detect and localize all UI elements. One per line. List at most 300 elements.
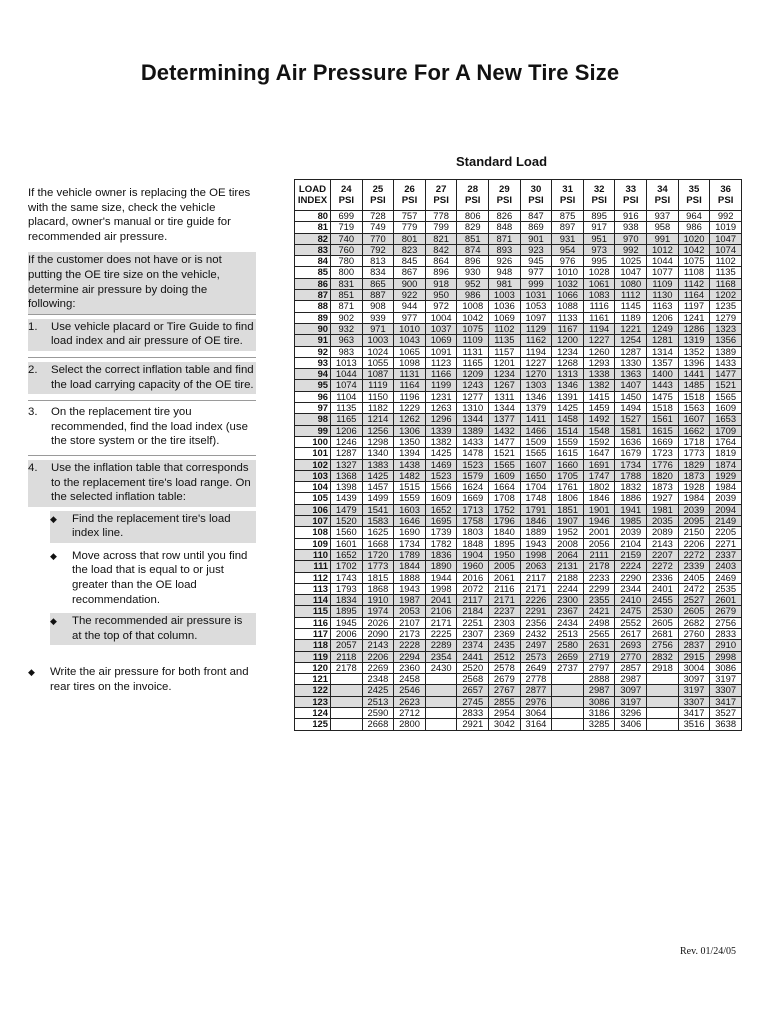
load-value-cell: 2855	[489, 696, 521, 707]
load-value-cell: 813	[362, 256, 394, 267]
load-value-cell: 1135	[489, 335, 521, 346]
load-value-cell: 1565	[710, 391, 742, 402]
load-value-cell: 1565	[489, 459, 521, 470]
load-value-cell: 1987	[394, 595, 426, 606]
load-value-cell: 1167	[552, 323, 584, 334]
load-value-cell: 2681	[647, 628, 679, 639]
load-value-cell: 1548	[583, 425, 615, 436]
header-psi: 25 PSI	[362, 180, 394, 211]
load-value-cell: 1485	[678, 380, 710, 391]
load-value-cell: 2888	[583, 674, 615, 685]
load-value-cell: 1281	[647, 335, 679, 346]
load-value-cell: 3164	[520, 719, 552, 730]
load-value-cell: 1479	[331, 504, 363, 515]
load-value-cell: 1788	[615, 470, 647, 481]
divider	[28, 357, 256, 358]
load-value-cell: 1886	[615, 493, 647, 504]
load-value-cell: 1609	[425, 493, 457, 504]
load-value-cell: 1074	[331, 380, 363, 391]
load-value-cell: 1131	[457, 346, 489, 357]
load-value-cell: 1221	[615, 323, 647, 334]
load-value-cell: 2546	[394, 685, 426, 696]
load-value-cell: 1411	[520, 414, 552, 425]
table-row	[295, 211, 742, 222]
load-value-cell: 2228	[394, 640, 426, 651]
load-value-cell: 1660	[552, 459, 584, 470]
load-value-cell: 1815	[362, 572, 394, 583]
load-index-cell: 85	[295, 267, 331, 278]
load-value-cell: 1196	[394, 391, 426, 402]
load-value-cell: 2520	[457, 662, 489, 673]
load-value-cell: 1287	[615, 346, 647, 357]
load-value-cell: 1083	[583, 290, 615, 301]
table-row	[295, 244, 742, 255]
load-index-cell: 87	[295, 290, 331, 301]
step-2	[28, 362, 256, 394]
load-value-cell: 2237	[489, 606, 521, 617]
load-index-cell: 123	[295, 696, 331, 707]
load-value-cell: 1941	[615, 504, 647, 515]
load-value-cell: 1028	[583, 267, 615, 278]
load-value-cell: 2008	[552, 538, 584, 549]
load-index-cell: 107	[295, 516, 331, 527]
load-value-cell: 900	[394, 278, 426, 289]
load-value-cell: 2410	[615, 595, 647, 606]
load-value-cell: 2150	[678, 527, 710, 538]
load-value-cell: 901	[520, 233, 552, 244]
load-value-cell: 2178	[583, 561, 615, 572]
load-value-cell: 2458	[394, 674, 426, 685]
load-value-cell: 1189	[615, 312, 647, 323]
load-value-cell: 1036	[489, 301, 521, 312]
load-value-cell: 2131	[552, 561, 584, 572]
load-value-cell: 2976	[520, 696, 552, 707]
load-value-cell: 1202	[710, 290, 742, 301]
load-value-cell: 1344	[457, 414, 489, 425]
load-index-cell: 90	[295, 323, 331, 334]
page-title: Determining Air Pressure For A New Tire Size	[140, 60, 620, 85]
load-value-cell: 848	[489, 222, 521, 233]
load-value-cell: 3197	[678, 685, 710, 696]
load-value-cell: 1704	[520, 482, 552, 493]
load-value-cell: 2434	[552, 617, 584, 628]
load-value-cell: 2118	[331, 651, 363, 662]
load-value-cell: 2300	[552, 595, 584, 606]
load-value-cell: 1702	[331, 561, 363, 572]
load-value-cell: 1523	[425, 470, 457, 481]
load-value-cell: 972	[425, 301, 457, 312]
load-value-cell: 1425	[362, 470, 394, 481]
load-value-cell: 1356	[710, 335, 742, 346]
load-value-cell: 1960	[457, 561, 489, 572]
load-value-cell: 999	[520, 278, 552, 289]
load-value-cell: 1389	[457, 425, 489, 436]
load-value-cell: 2171	[489, 595, 521, 606]
load-value-cell: 1734	[615, 459, 647, 470]
load-value-cell: 1327	[331, 459, 363, 470]
load-value-cell: 2910	[710, 640, 742, 651]
load-value-cell: 1055	[362, 357, 394, 368]
load-value-cell: 1310	[457, 403, 489, 414]
load-value-cell: 869	[520, 222, 552, 233]
load-value-cell: 2094	[710, 504, 742, 515]
load-value-cell: 1037	[425, 323, 457, 334]
highlight-paragraph: If the customer does not have or is not putting the OE tire size on the vehicle, determine air pressure by doing the following:	[28, 252, 256, 313]
load-value-cell: 1108	[678, 267, 710, 278]
load-value-cell: 1895	[489, 538, 521, 549]
load-value-cell: 1150	[362, 391, 394, 402]
load-value-cell: 875	[552, 211, 584, 222]
load-value-cell: 1303	[520, 380, 552, 391]
load-value-cell	[425, 674, 457, 685]
load-value-cell: 2072	[457, 583, 489, 594]
load-value-cell: 1010	[394, 323, 426, 334]
table-row	[295, 459, 742, 470]
header-psi: 31 PSI	[552, 180, 584, 211]
load-value-cell: 806	[457, 211, 489, 222]
load-value-cell: 1615	[647, 425, 679, 436]
load-value-cell: 1458	[552, 414, 584, 425]
load-value-cell: 1945	[331, 617, 363, 628]
load-value-cell: 2348	[362, 674, 394, 685]
load-value-cell: 1270	[520, 369, 552, 380]
load-value-cell: 1112	[615, 290, 647, 301]
load-value-cell: 2435	[489, 640, 521, 651]
load-value-cell: 926	[489, 256, 521, 267]
table-row	[295, 617, 742, 628]
load-value-cell: 931	[552, 233, 584, 244]
load-value-cell	[552, 719, 584, 730]
load-value-cell: 1042	[457, 312, 489, 323]
load-value-cell: 1690	[394, 527, 426, 538]
load-value-cell: 3406	[615, 719, 647, 730]
load-index-cell: 83	[295, 244, 331, 255]
revision-date: Rev. 01/24/05	[680, 946, 737, 957]
table-row	[295, 470, 742, 481]
load-value-cell: 1104	[331, 391, 363, 402]
load-value-cell: 1344	[489, 403, 521, 414]
load-value-cell: 2269	[362, 662, 394, 673]
inflation-table	[294, 179, 742, 731]
load-value-cell: 1131	[394, 369, 426, 380]
load-value-cell: 1439	[331, 493, 363, 504]
load-value-cell: 3042	[489, 719, 521, 730]
step-3	[28, 405, 256, 449]
load-value-cell: 1044	[647, 256, 679, 267]
load-value-cell: 2035	[647, 516, 679, 527]
load-value-cell: 1123	[425, 357, 457, 368]
load-value-cell: 1494	[615, 403, 647, 414]
load-value-cell: 1482	[394, 470, 426, 481]
load-value-cell: 1182	[362, 403, 394, 414]
load-value-cell: 1391	[552, 391, 584, 402]
load-value-cell: 2143	[647, 538, 679, 549]
header-psi: 34 PSI	[647, 180, 679, 211]
load-index-cell: 118	[295, 640, 331, 651]
load-value-cell: 2573	[520, 651, 552, 662]
load-index-cell: 81	[295, 222, 331, 233]
load-value-cell: 2623	[394, 696, 426, 707]
load-value-cell	[425, 685, 457, 696]
load-value-cell: 1998	[425, 583, 457, 594]
load-value-cell: 2552	[615, 617, 647, 628]
load-value-cell: 1679	[615, 448, 647, 459]
load-value-cell: 2104	[615, 538, 647, 549]
load-value-cell: 1581	[615, 425, 647, 436]
load-value-cell: 1145	[615, 301, 647, 312]
load-value-cell: 3516	[678, 719, 710, 730]
load-value-cell: 1357	[647, 357, 679, 368]
load-value-cell: 1044	[331, 369, 363, 380]
load-value-cell: 2682	[678, 617, 710, 628]
load-value-cell: 1708	[489, 493, 521, 504]
load-value-cell: 1109	[647, 278, 679, 289]
instructions-panel	[28, 186, 256, 695]
load-value-cell: 1652	[331, 549, 363, 560]
load-value-cell	[425, 719, 457, 730]
load-value-cell: 2207	[647, 549, 679, 560]
load-index-cell: 92	[295, 346, 331, 357]
table-row	[295, 301, 742, 312]
load-value-cell: 948	[489, 267, 521, 278]
load-value-cell: 1340	[362, 448, 394, 459]
load-value-cell: 1277	[457, 391, 489, 402]
load-value-cell: 2291	[520, 606, 552, 617]
load-value-cell: 1791	[520, 504, 552, 515]
load-value-cell: 1563	[678, 403, 710, 414]
load-index-cell: 84	[295, 256, 331, 267]
load-value-cell: 2756	[647, 640, 679, 651]
load-value-cell: 3527	[710, 708, 742, 719]
load-value-cell: 1268	[552, 357, 584, 368]
load-value-cell: 917	[583, 222, 615, 233]
load-value-cell: 1165	[331, 414, 363, 425]
load-value-cell: 1662	[678, 425, 710, 436]
header-psi: 29 PSI	[489, 180, 521, 211]
load-value-cell: 1433	[457, 436, 489, 447]
load-value-cell: 2006	[331, 628, 363, 639]
load-value-cell: 1352	[678, 346, 710, 357]
load-value-cell: 3285	[583, 719, 615, 730]
load-value-cell: 1004	[425, 312, 457, 323]
load-value-cell: 1874	[710, 459, 742, 470]
load-value-cell: 1773	[678, 448, 710, 459]
step-text: On the replacement tire you recommended, find the load index (use the store system or the tire itself).	[51, 406, 248, 448]
load-value-cell: 3197	[710, 674, 742, 685]
load-value-cell: 986	[678, 222, 710, 233]
load-value-cell: 1561	[647, 414, 679, 425]
load-value-cell: 1168	[710, 278, 742, 289]
table-row	[295, 278, 742, 289]
load-value-cell: 1368	[331, 470, 363, 481]
load-value-cell: 2998	[710, 651, 742, 662]
load-value-cell	[647, 674, 679, 685]
table-body	[295, 211, 742, 731]
table-row	[295, 346, 742, 357]
load-value-cell: 779	[394, 222, 426, 233]
load-value-cell: 1234	[489, 369, 521, 380]
load-value-cell: 1047	[710, 233, 742, 244]
load-value-cell: 1521	[489, 448, 521, 459]
load-value-cell	[331, 708, 363, 719]
load-value-cell: 1650	[520, 470, 552, 481]
load-value-cell: 1077	[647, 267, 679, 278]
load-value-cell: 2116	[489, 583, 521, 594]
load-value-cell: 821	[425, 233, 457, 244]
load-value-cell: 2117	[457, 595, 489, 606]
load-value-cell: 865	[362, 278, 394, 289]
load-value-cell: 1206	[331, 425, 363, 436]
load-value-cell: 2833	[457, 708, 489, 719]
load-value-cell: 2535	[710, 583, 742, 594]
load-value-cell: 1803	[457, 527, 489, 538]
load-value-cell: 1069	[425, 335, 457, 346]
load-value-cell: 1047	[615, 267, 647, 278]
load-value-cell: 2857	[615, 662, 647, 673]
load-value-cell	[331, 685, 363, 696]
load-value-cell: 1521	[710, 380, 742, 391]
header-psi: 26 PSI	[394, 180, 426, 211]
load-index-cell: 117	[295, 628, 331, 639]
load-value-cell: 2251	[457, 617, 489, 628]
load-index-cell: 101	[295, 448, 331, 459]
load-value-cell: 2171	[520, 583, 552, 594]
load-value-cell: 2173	[394, 628, 426, 639]
load-index-cell: 88	[295, 301, 331, 312]
load-value-cell: 1194	[520, 346, 552, 357]
load-value-cell: 1256	[362, 425, 394, 436]
load-value-cell: 2770	[615, 651, 647, 662]
header-psi: 35 PSI	[678, 180, 710, 211]
load-value-cell: 1478	[457, 448, 489, 459]
load-value-cell: 1603	[394, 504, 426, 515]
load-value-cell: 896	[425, 267, 457, 278]
load-value-cell: 3064	[520, 708, 552, 719]
load-value-cell: 1166	[425, 369, 457, 380]
load-value-cell: 1201	[489, 357, 521, 368]
load-value-cell: 983	[331, 346, 363, 357]
load-index-cell: 108	[295, 527, 331, 538]
load-value-cell: 2149	[710, 516, 742, 527]
header-psi: 36 PSI	[710, 180, 742, 211]
final-instruction	[28, 665, 256, 694]
load-value-cell: 2568	[457, 674, 489, 685]
load-value-cell: 1407	[615, 380, 647, 391]
load-value-cell: 2107	[394, 617, 426, 628]
load-value-cell: 1119	[362, 380, 394, 391]
load-value-cell: 902	[331, 312, 363, 323]
load-value-cell: 1747	[583, 470, 615, 481]
load-value-cell: 823	[394, 244, 426, 255]
load-value-cell: 1197	[678, 301, 710, 312]
load-value-cell: 1796	[489, 516, 521, 527]
table-row	[295, 674, 742, 685]
load-value-cell: 1664	[489, 482, 521, 493]
load-value-cell: 1130	[647, 290, 679, 301]
table-row	[295, 527, 742, 538]
load-index-cell: 110	[295, 549, 331, 560]
load-value-cell: 2797	[583, 662, 615, 673]
load-value-cell: 2430	[425, 662, 457, 673]
step-number: 1.	[28, 320, 38, 333]
load-value-cell: 792	[362, 244, 394, 255]
load-index-cell: 89	[295, 312, 331, 323]
load-value-cell: 2061	[489, 572, 521, 583]
load-value-cell: 1314	[647, 346, 679, 357]
table-row	[295, 391, 742, 402]
load-value-cell: 2497	[520, 640, 552, 651]
load-value-cell: 2649	[520, 662, 552, 673]
load-value-cell: 699	[331, 211, 363, 222]
load-index-cell: 86	[295, 278, 331, 289]
load-value-cell: 2469	[710, 572, 742, 583]
load-value-cell: 896	[457, 256, 489, 267]
load-index-cell: 122	[295, 685, 331, 696]
load-value-cell: 1074	[710, 244, 742, 255]
load-index-cell: 116	[295, 617, 331, 628]
load-index-cell: 124	[295, 708, 331, 719]
load-value-cell: 1846	[583, 493, 615, 504]
load-value-cell: 977	[394, 312, 426, 323]
table-row	[295, 696, 742, 707]
load-value-cell: 847	[520, 211, 552, 222]
load-index-cell: 96	[295, 391, 331, 402]
load-value-cell: 1889	[520, 527, 552, 538]
load-value-cell: 1901	[583, 504, 615, 515]
load-value-cell: 864	[425, 256, 457, 267]
load-value-cell: 1615	[552, 448, 584, 459]
load-value-cell: 1475	[647, 391, 679, 402]
load-value-cell: 1311	[489, 391, 521, 402]
load-value-cell: 1102	[710, 256, 742, 267]
table-row	[295, 256, 742, 267]
load-value-cell	[331, 696, 363, 707]
header-psi: 27 PSI	[425, 180, 457, 211]
load-value-cell: 2307	[457, 628, 489, 639]
load-value-cell: 950	[425, 290, 457, 301]
load-value-cell: 916	[615, 211, 647, 222]
load-value-cell: 1383	[362, 459, 394, 470]
load-value-cell: 2441	[457, 651, 489, 662]
load-value-cell: 3086	[583, 696, 615, 707]
load-value-cell: 1844	[394, 561, 426, 572]
load-value-cell: 2915	[678, 651, 710, 662]
load-value-cell: 986	[457, 290, 489, 301]
load-value-cell: 3186	[583, 708, 615, 719]
load-value-cell: 871	[489, 233, 521, 244]
load-value-cell: 1691	[583, 459, 615, 470]
load-index-cell: 102	[295, 459, 331, 470]
load-value-cell: 1379	[520, 403, 552, 414]
load-value-cell: 1888	[394, 572, 426, 583]
load-value-cell	[552, 696, 584, 707]
load-value-cell: 2401	[647, 583, 679, 594]
load-value-cell: 2360	[394, 662, 426, 673]
load-value-cell: 895	[583, 211, 615, 222]
load-index-cell: 104	[295, 482, 331, 493]
table-row	[295, 606, 742, 617]
load-value-cell: 800	[331, 267, 363, 278]
load-value-cell: 2041	[425, 595, 457, 606]
load-value-cell: 2339	[678, 561, 710, 572]
load-value-cell: 2205	[710, 527, 742, 538]
load-value-cell: 1075	[457, 323, 489, 334]
load-value-cell: 2089	[647, 527, 679, 538]
load-value-cell: 2039	[678, 504, 710, 515]
load-value-cell: 1129	[520, 323, 552, 334]
load-value-cell: 1003	[362, 335, 394, 346]
load-value-cell: 1019	[710, 222, 742, 233]
